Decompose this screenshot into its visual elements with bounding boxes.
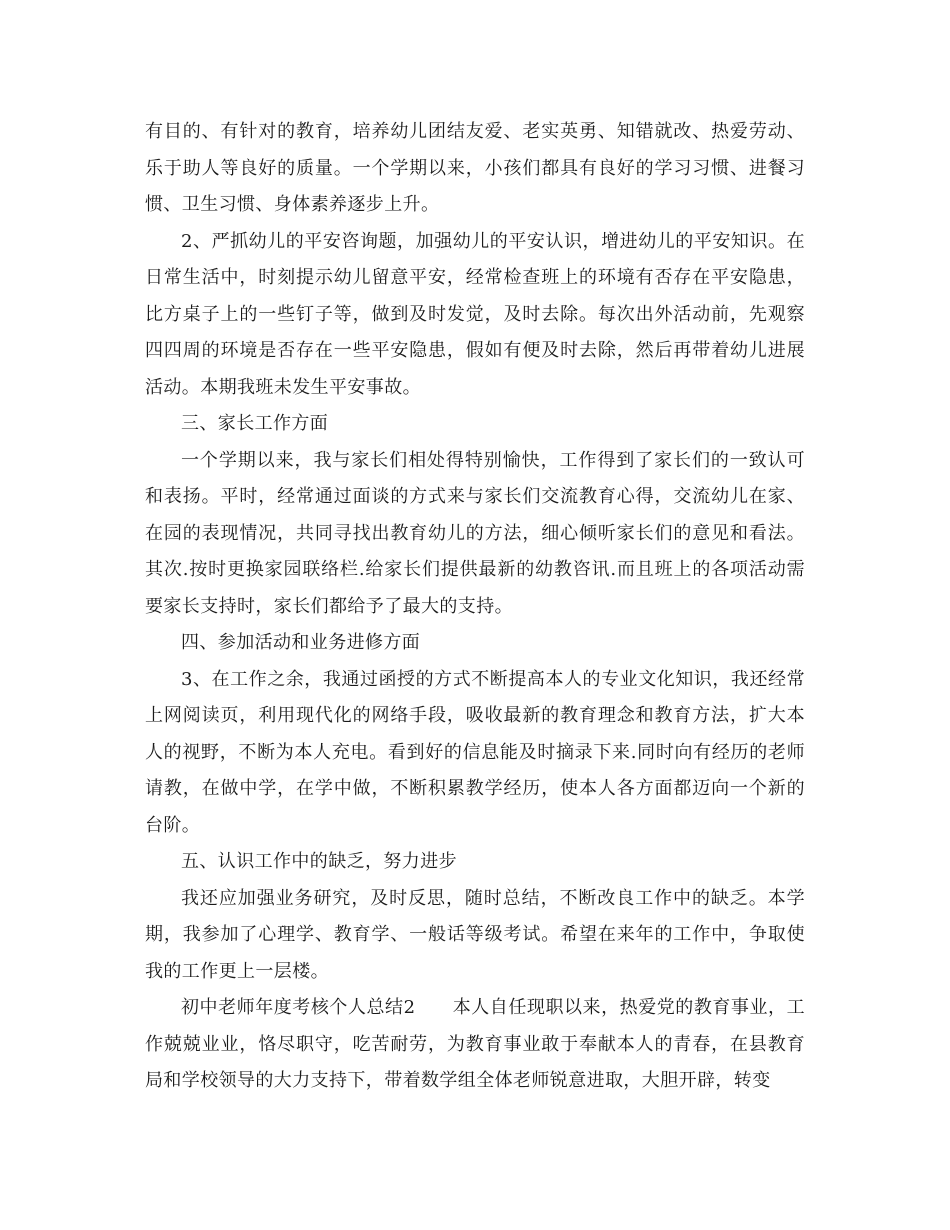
- section-heading-parents: 三、家长工作方面: [181, 413, 329, 434]
- paragraph-4: 3、在工作之余，我通过函授的方式不断提高本人的专业文化知识，我还经常上网阅读页，利用现代化的网络手段，吸收最新的教育理念和教育方法，扩大本人的视野，不断为本人充电。看到好的信息能及时摘录下来.同时向有经历的老师请教，在做中学，在学中做，不断积累教学经历，使本人各方面都迈向一个新的台阶。: [145, 668, 805, 836]
- section-heading-shortcomings: 五、认识工作中的缺乏，努力进步: [181, 851, 457, 872]
- section-heading-activities: 四、参加活动和业务进修方面: [181, 632, 421, 653]
- paragraph-6: 初中老师年度考核个人总结2 本人自任现职以来，热爱党的教育事业，工作兢兢业业，恪尽职守，吃苦耐劳，为教育事业敢于奉献本人的青春，在县教育局和学校领导的大力支持下，带着数学组全体老师锐意进取，大胆开辟，转变: [145, 997, 805, 1091]
- paragraph-3: 一个学期以来，我与家长们相处得特别愉快，工作得到了家长们的一致认可和表扬。平时，经常通过面谈的方式来与家长们交流教育心得，交流幼儿在家、在园的表现情况，共同寻找出教育幼儿的方法，细心倾听家长们的意见和看法。其次.按时更换家园联络栏.给家长们提供最新的幼教咨讯.而且班上的各项活动需要家长支持时，家长们都给予了最大的支持。: [145, 449, 805, 617]
- document-body: [145, 114, 805, 1100]
- paragraph-5: 我还应加强业务研究，及时反思，随时总结，不断改良工作中的缺乏。本学期，我参加了心理学、教育学、一般话等级考试。希望在来年的工作中，争取使我的工作更上一层楼。: [145, 887, 805, 982]
- paragraph-1: 有目的、有针对的教育，培养幼儿团结友爱、老实英勇、知错就改、热爱劳动、乐于助人等良好的质量。一个学期以来，小孩们都具有良好的学习习惯、进餐习惯、卫生习惯、身体素养逐步上升。: [145, 121, 805, 215]
- paragraph-2: 2、严抓幼儿的平安咨询题，加强幼儿的平安认识，增进幼儿的平安知识。在日常生活中，时刻提示幼儿留意平安，经常检查班上的环境有否存在平安隐患，比方桌子上的一些钉子等，做到及时发觉，及时去除。每次出外活动前，先观察四四周的环境是否存在一些平安隐患，假如有便及时去除，然后再带着幼儿进展活动。本期我班未发生平安事故。: [145, 230, 805, 398]
